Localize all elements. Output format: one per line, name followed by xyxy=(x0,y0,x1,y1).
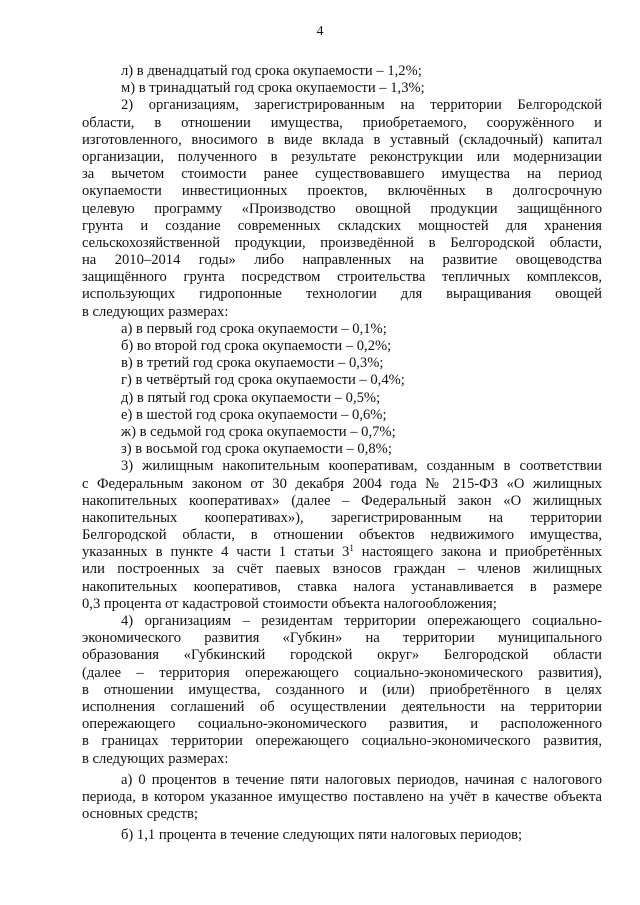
line-text: накопительных кооперативах»), зарегистрированным на территории xyxy=(82,509,602,526)
line-text: 4) организациям – резидентам территории опережающего социально- xyxy=(121,613,602,629)
line-text: целевую программу «Производство овощной продукции защищённого xyxy=(82,200,602,217)
line-text: (далее – территория опережающего социально-экономического развития), xyxy=(82,664,602,681)
line-text: накопительных кооперативах» (далее – Федеральный закон «О жилищных xyxy=(82,492,602,509)
text-line xyxy=(82,579,602,596)
line-text: в) в третий год срока окупаемости – 0,3%; xyxy=(121,355,384,372)
line-text: образования «Губкинский городской округ» Белгородской области xyxy=(82,647,602,664)
text-line xyxy=(82,269,602,286)
text-line xyxy=(82,372,602,389)
line-text: ж) в седьмой год срока окупаемости – 0,7%; xyxy=(121,423,396,440)
text-line xyxy=(82,390,602,407)
line-text: а) 0 процентов в течение пяти налоговых периодов, начиная с налогового xyxy=(121,771,602,788)
text-line xyxy=(82,682,602,699)
line-text: за вычетом стоимости ранее существовавшего имущества на период xyxy=(82,166,602,183)
line-text: использующих гидропонные технологии для выращивания овощей xyxy=(82,286,602,303)
text-line xyxy=(82,596,602,613)
text-line xyxy=(82,827,602,844)
text-line xyxy=(82,218,602,235)
line-text: указанных в пункте 4 части 1 статьи 3 xyxy=(82,544,350,561)
line-text: л) в двенадцатый год срока окупаемости – 1,2%; xyxy=(121,63,422,79)
line-text: в границах территории опережающего социально-экономического развития, xyxy=(82,733,602,750)
text-line xyxy=(82,510,602,527)
text-line xyxy=(82,201,602,218)
line-text: на 2010–2014 годы» либо направленных на развитие овощеводства xyxy=(82,252,602,269)
text-line xyxy=(82,321,602,338)
line-text: Белгородской области, в отношении объектов недвижимого имущества, xyxy=(82,527,602,544)
text-line xyxy=(82,716,602,733)
text-line xyxy=(82,699,602,716)
line-text: 3) жилищным накопительным кооперативам, созданным в соответствии xyxy=(121,458,602,475)
text-line xyxy=(82,235,602,252)
text-line xyxy=(82,252,602,269)
line-text: области, в отношении имущества, приобретаемого, сооружённого и xyxy=(82,114,602,131)
superscript: 1 xyxy=(349,544,354,554)
text-line xyxy=(82,424,602,441)
line-text: основных средств; xyxy=(82,806,198,823)
line-text: а) в первый год срока окупаемости – 0,1%; xyxy=(121,320,387,337)
text-line xyxy=(82,458,602,475)
text-line xyxy=(82,115,602,132)
line-text: в следующих размерах: xyxy=(82,303,229,320)
line-text: защищённого грунта посредством строительства тепличных комплексов, xyxy=(82,269,602,286)
text-line xyxy=(82,407,602,424)
line-text: б) во второй год срока окупаемости – 0,2%; xyxy=(121,338,392,354)
line-text: опережающего социально-экономического развития, и расположенного xyxy=(82,716,602,733)
text-line xyxy=(82,97,602,114)
text-line xyxy=(82,132,602,149)
text-line xyxy=(82,561,602,578)
text-line xyxy=(82,493,602,510)
page-number: 4 xyxy=(316,24,324,39)
text-line xyxy=(82,647,602,664)
text-line xyxy=(82,355,602,372)
line-text: б) 1,1 процента в течение следующих пяти налоговых периодов; xyxy=(121,827,523,844)
line-text: исполнения соглашений об осуществлении деятельности на территории xyxy=(82,698,602,715)
text-line xyxy=(82,544,602,561)
line-text: д) в пятый год срока окупаемости – 0,5%; xyxy=(121,389,381,406)
line-text: 2) организациям, зарегистрированным на территории Белгородской xyxy=(121,97,602,114)
line-text: или построенных за счёт паевых взносов граждан – членов жилищных xyxy=(82,561,602,578)
line-text: окупаемости инвестиционных проектов, включённых в долгосрочную xyxy=(82,183,602,200)
line-text: в отношении имущества, созданного и (или) приобретённого в целях xyxy=(82,681,602,698)
line-text: организации, полученного в результате реконструкции или модернизации xyxy=(82,148,602,165)
text-line xyxy=(82,527,602,544)
text-line xyxy=(82,476,602,493)
line-text: е) в шестой год срока окупаемости – 0,6%; xyxy=(121,406,387,423)
line-text: периода, в котором указанное имущество поставлено на учёт в качестве объекта xyxy=(82,788,602,805)
line-text: грунта и создание современных складских мощностей для хранения xyxy=(82,217,602,234)
line-text: в следующих размерах: xyxy=(82,750,229,767)
text-line xyxy=(82,630,602,647)
text-line xyxy=(82,806,602,823)
text-line xyxy=(82,149,602,166)
line-text: с Федеральным законом от 30 декабря 2004 года № 215-ФЗ «О жилищных xyxy=(82,475,602,492)
document-body xyxy=(82,63,602,844)
text-line xyxy=(82,613,602,630)
text-line xyxy=(82,441,602,458)
text-line xyxy=(82,63,602,80)
text-line xyxy=(82,304,602,321)
text-line xyxy=(82,183,602,200)
text-line xyxy=(82,166,602,183)
text-line xyxy=(82,338,602,355)
text-line xyxy=(82,789,602,806)
line-text: изготовленного, вносимого в виде вклада в уставный (складочный) капитал xyxy=(82,131,602,148)
text-line xyxy=(82,286,602,303)
line-text: накопительных кооперативов, ставка налога устанавливается в размере xyxy=(82,578,602,595)
line-text: сельскохозяйственной продукции, произведённой в Белгородской области, xyxy=(82,234,602,251)
line-text: г) в четвёртый год срока окупаемости – 0,4%; xyxy=(121,372,405,389)
line-text-tail: настоящего закона и приобретённых xyxy=(353,544,602,561)
text-line xyxy=(82,751,602,768)
line-text: м) в тринадцатый год срока окупаемости – 1,3%; xyxy=(121,80,425,97)
text-line xyxy=(82,665,602,682)
text-line xyxy=(82,80,602,97)
line-text: экономического развития «Губкин» на территории муниципального xyxy=(82,630,602,647)
text-line xyxy=(82,772,602,789)
text-line xyxy=(82,733,602,750)
line-text: 0,3 процента от кадастровой стоимости объекта налогообложения; xyxy=(82,595,497,612)
line-text: з) в восьмой год срока окупаемости – 0,8%; xyxy=(121,441,392,458)
